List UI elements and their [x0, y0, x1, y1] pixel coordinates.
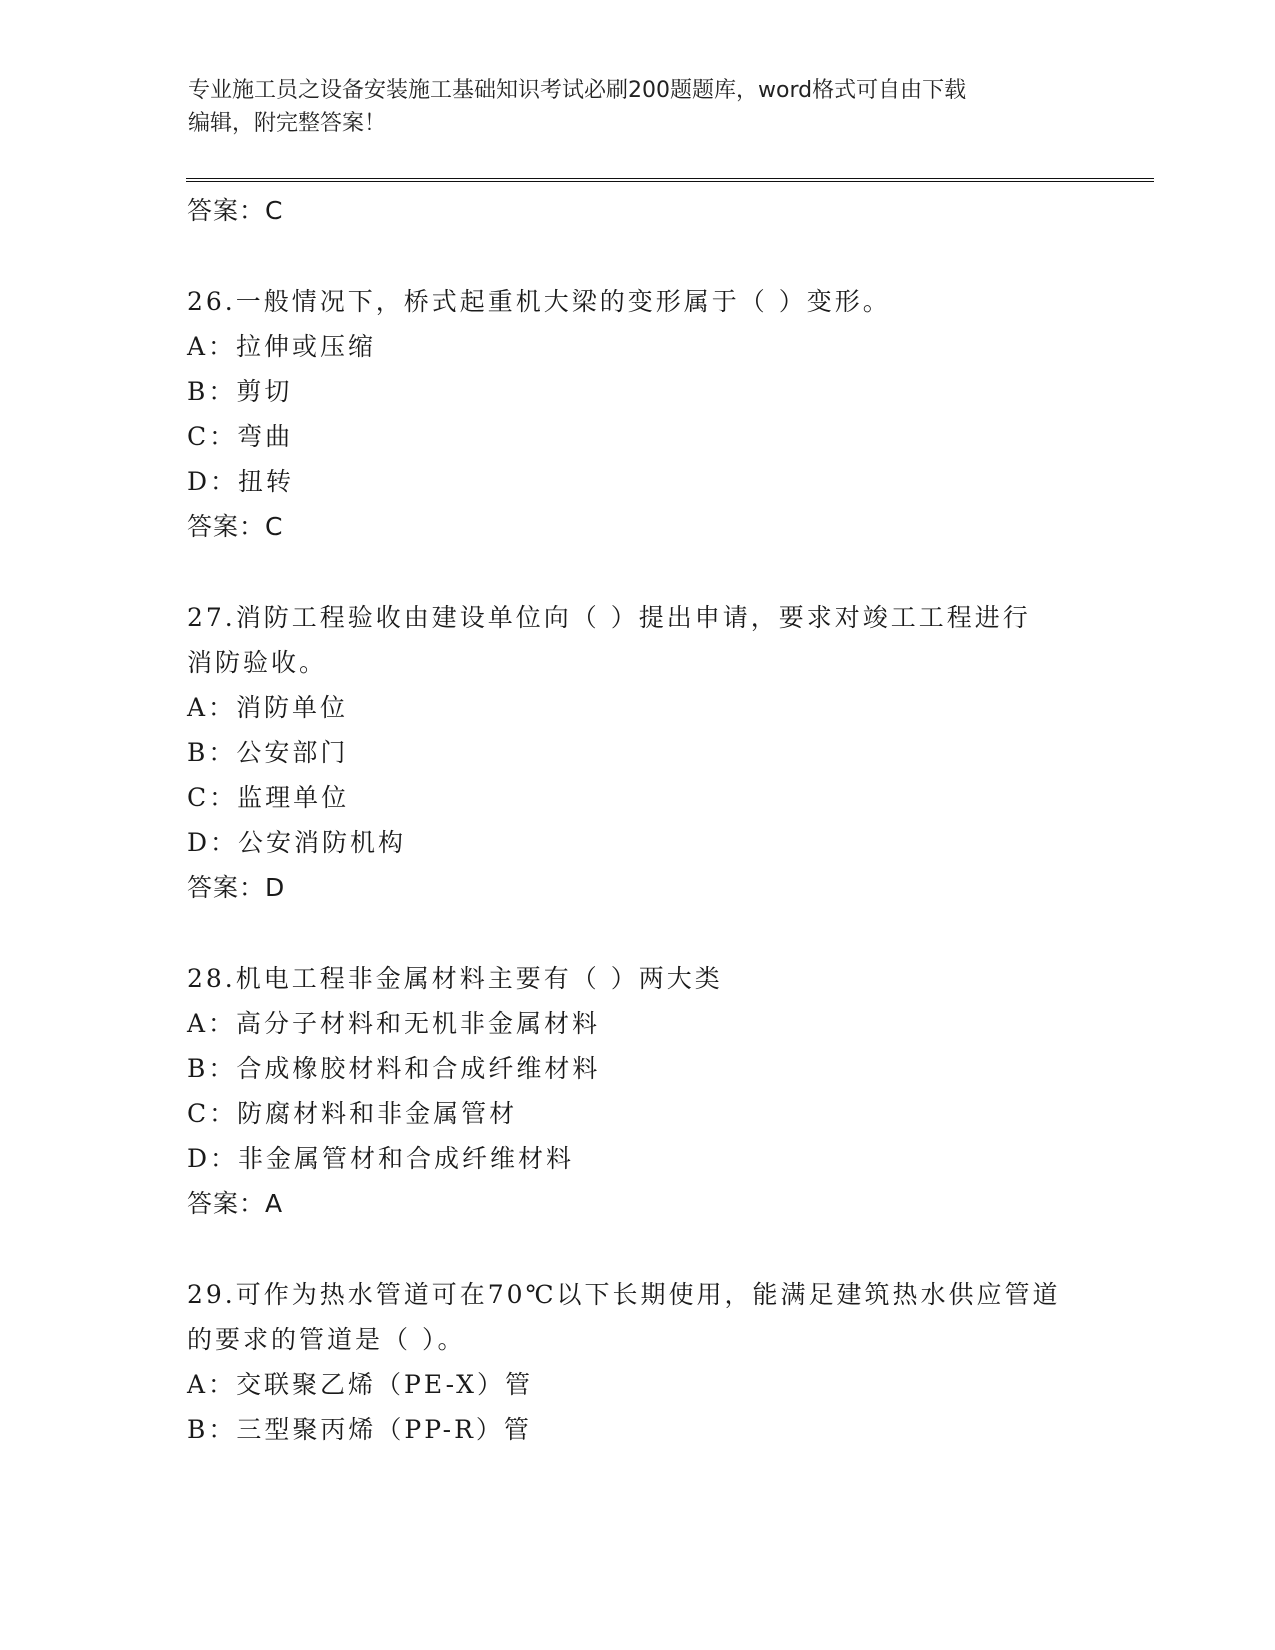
question-block [187, 279, 1087, 549]
question-text: 26.一般情况下，桥式起重机大梁的变形属于（ ）变形。 [187, 287, 891, 316]
option-d: D：公安消防机构 [187, 828, 407, 857]
header-divider [186, 178, 1154, 182]
option-c: C：监理单位 [187, 783, 350, 812]
option-a: A：消防单位 [187, 693, 349, 722]
question-text-continued: 消防验收。 [187, 648, 328, 677]
option-a: A：高分子材料和无机非金属材料 [187, 1009, 601, 1038]
question-block [187, 1272, 1087, 1452]
option-a: A：交联聚乙烯（PE-X）管 [187, 1370, 533, 1399]
spacer [187, 549, 1087, 595]
header-line-2: 编辑，附完整答案！ [188, 111, 387, 136]
option-b: B：剪切 [187, 377, 293, 406]
option-c: C：弯曲 [187, 422, 294, 451]
answer-line: 答案：A [187, 1189, 284, 1218]
spacer [187, 1226, 1087, 1272]
question-block [187, 595, 1087, 910]
option-b: B：合成橡胶材料和合成纤维材料 [187, 1054, 601, 1083]
option-b: B：三型聚丙烯（PP-R）管 [187, 1415, 532, 1444]
question-text: 27.消防工程验收由建设单位向（ ）提出申请，要求对竣工工程进行 [187, 603, 1031, 632]
option-b: B：公安部门 [187, 738, 349, 767]
document-header [188, 74, 1068, 140]
spacer [187, 233, 1087, 279]
question-text: 29.可作为热水管道可在70℃以下长期使用，能满足建筑热水供应管道 [187, 1280, 1061, 1309]
spacer [187, 910, 1087, 956]
option-d: D：扭转 [187, 467, 295, 496]
question-text-continued: 的要求的管道是（ ）。 [187, 1325, 466, 1354]
answer-line: 答案：C [187, 512, 284, 541]
option-d: D：非金属管材和合成纤维材料 [187, 1144, 575, 1173]
header-line-1: 专业施工员之设备安装施工基础知识考试必刷200题题库，word格式可自由下载 [188, 78, 967, 103]
answer-line: 答案：D [187, 873, 286, 902]
option-c: C：防腐材料和非金属管材 [187, 1099, 518, 1128]
question-list [187, 188, 1087, 1452]
answer-line: 答案：C [187, 196, 284, 225]
option-a: A：拉伸或压缩 [187, 332, 377, 361]
question-block [187, 956, 1087, 1226]
question-text: 28.机电工程非金属材料主要有（ ）两大类 [187, 964, 723, 993]
